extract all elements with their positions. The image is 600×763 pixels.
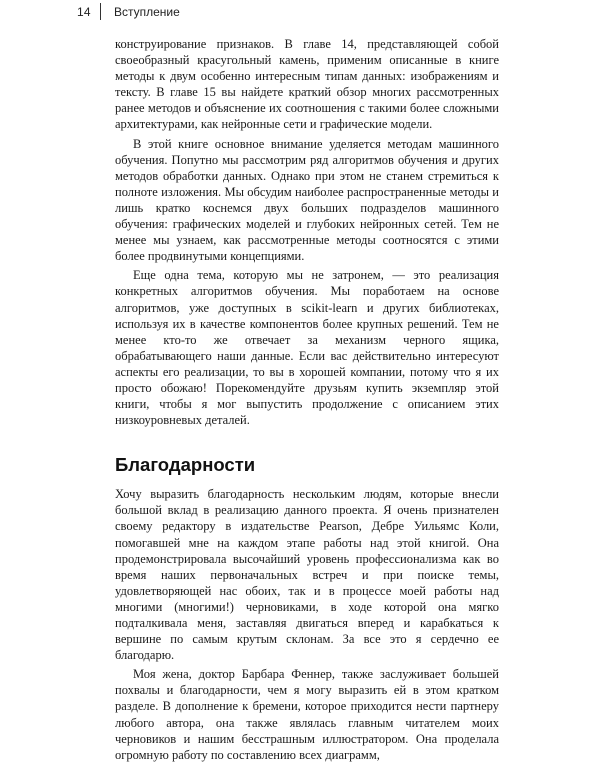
page-body: [115, 36, 499, 763]
running-head-section: Вступление: [114, 5, 180, 19]
paragraph: Еще одна тема, которую мы не затронем, — это реализация конкретных алгоритмов обучения. Мы поработаем на основе алгоритмов, уже доступных в scikit-learn и других библиотеках, используя их в качестве компонентов более крупных решений. Тем не менее кто-то же отвечает за механизм черного ящика, обрабатывающего наши данные. Если вас действительно интересуют аспекты его реализации, то вы в хорошей компании, потому что я их просто обожаю! Порекомендуйте друзьям купить экземпляр этой книги, чтобы я мог выпустить продолжение с описанием этих низкоуровневых деталей.: [115, 268, 499, 428]
paragraph: Хочу выразить благодарность нескольким людям, которые внесли большой вклад в реализацию данного проекта. Я очень признателен своему редактору в издательстве Pearson, Дебре Уильямс Коли, помогавшей мне на каждом этапе работы над этой книгой. Она продемонстрировала высочайший уровень профессионализма как во время наших первоначальных встреч и при поиске темы, удовлетворяющей нас обоих, так и в процессе моей работы над многими (многими!) черновиками, в ходе которой она мягко подталкивала меня, заставляя двигаться вперед и карабкаться к вершине по самым крутым склонам. За все это я сердечно ее благодарю.: [115, 487, 499, 663]
running-head: [0, 0, 600, 28]
paragraph-continued: конструирование признаков. В главе 14, представляющей собой своеобразный красугольный камень, применим описанные в книге методы к двум особенно интересным типам данных: изображениям и тексту. В главе 15 вы найдете краткий обзор многих рассмотренных ранее методов и объяснение их соотношения с такими более сложными архитектурами, как нейронные сети и графические модели.: [115, 37, 499, 132]
header-divider: [100, 3, 101, 20]
paragraph: Моя жена, доктор Барбара Феннер, также заслуживает большей похвалы и благодарности, чем я могу выразить ей в этом кратком разделе. В дополнение к бремени, которое приходится нести партнеру любого автора, она также являлась главным читателем моих черновиков и нашим бесстрашным иллюстратором. Она проделала огромную работу по составлению всех диаграмм,: [115, 667, 499, 762]
section-heading: Благодарности: [115, 454, 256, 476]
page-number: 14: [77, 5, 91, 19]
paragraph: В этой книге основное внимание уделяется методам машинного обучения. Попутно мы рассмотрим ряд алгоритмов обучения и других методов обработки данных. Однако при этом не станем стремиться к полноте изложения. Мы обсудим наиболее распространенные методы и лишь кратко коснемся двух больших подразделов машинного обучения: графических моделей и глубоких нейронных сетей. Тем не менее мы узнаем, как рассмотренные методы соотносятся с этими более продвинутыми концепциями.: [115, 136, 499, 264]
